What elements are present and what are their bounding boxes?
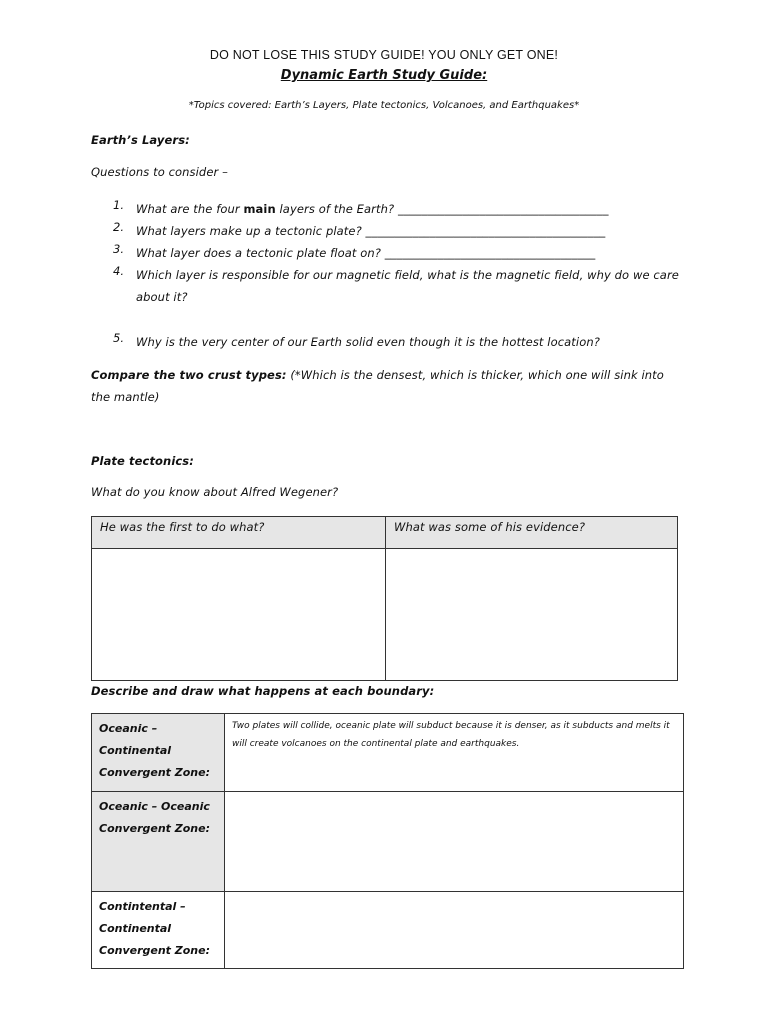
wegener-table-answer-row xyxy=(92,549,678,681)
question-text: Why is the very center of our Earth solid even though it is the hottest location? xyxy=(136,335,600,349)
compare-crust-text: (*Which is the densest, which is thicker, which one will sink into the mantle) xyxy=(91,368,664,404)
boundary-label: Oceanic – Oceanic Convergent Zone: xyxy=(99,800,210,836)
boundary-row xyxy=(92,792,684,891)
boundaries-table xyxy=(91,713,684,969)
topics-covered: *Topics covered: Earth’s Layers, Plate tectonics, Volcanoes, and Earthquakes* xyxy=(188,100,580,111)
question-text-part: layers of the Earth? ____________________________________ xyxy=(275,202,609,216)
boundary-note: Two plates will collide, oceanic plate will subduct because it is denser, as it subducts and melts it will create volcanoes on the continental plate and earthquakes. xyxy=(232,721,670,749)
warning-line: DO NOT LOSE THIS STUDY GUIDE! YOU ONLY GET ONE! xyxy=(209,48,559,62)
boundary-answer-cell[interactable] xyxy=(225,792,684,891)
boundary-note xyxy=(225,792,683,798)
boundary-answer-cell[interactable] xyxy=(225,714,684,792)
boundary-label: Contintental – Continental Convergent Zone: xyxy=(99,899,210,957)
boundary-note xyxy=(225,892,683,898)
wegener-question: What do you know about Alfred Wegener? xyxy=(91,485,339,499)
boundary-answer-cell[interactable] xyxy=(225,891,684,968)
wegener-header-evidence: What was some of his evidence? xyxy=(394,520,586,534)
wegener-table-header-row xyxy=(92,517,678,549)
question-number: 3. xyxy=(113,242,125,256)
earths-layers-heading: Earth’s Layers: xyxy=(91,133,190,147)
wegener-header-cell xyxy=(386,517,678,549)
boundary-row xyxy=(92,714,684,792)
question-emphasis: main xyxy=(243,202,276,216)
question-number: 5. xyxy=(113,331,125,345)
compare-crust-prompt xyxy=(91,364,681,408)
question-text-part: What are the four xyxy=(136,202,244,216)
question-number: 2. xyxy=(113,220,125,234)
boundary-label-cell xyxy=(92,891,225,968)
wegener-header-cell xyxy=(92,517,386,549)
wegener-table xyxy=(91,516,678,681)
page-title xyxy=(0,68,768,83)
boundary-label: Oceanic – Continental Convergent Zone: xyxy=(99,722,210,779)
plate-tectonics-heading: Plate tectonics: xyxy=(91,454,194,468)
boundary-label-cell xyxy=(92,714,225,792)
question-text: What layer does a tectonic plate float on? ____________________________________ xyxy=(136,246,596,260)
question-number: 4. xyxy=(113,264,125,278)
compare-crust-heading: Compare the two crust types: xyxy=(91,368,287,382)
answer-cell-first[interactable] xyxy=(92,549,386,681)
question-number: 1. xyxy=(113,198,125,212)
boundary-label-cell xyxy=(92,792,225,891)
boundary-row xyxy=(92,891,684,968)
question-text: Which layer is responsible for our magnetic field, what is the magnetic field, why do we care about it? xyxy=(136,268,679,304)
question-text xyxy=(136,198,683,220)
answer-cell-evidence[interactable] xyxy=(386,549,678,681)
page-title-text: Dynamic Earth Study Guide: xyxy=(280,68,488,83)
question-text: What layers make up a tectonic plate? _________________________________________ xyxy=(136,224,606,238)
boundaries-heading: Describe and draw what happens at each boundary: xyxy=(91,684,435,698)
questions-intro: Questions to consider – xyxy=(91,165,228,179)
wegener-header-first: He was the first to do what? xyxy=(100,520,265,534)
